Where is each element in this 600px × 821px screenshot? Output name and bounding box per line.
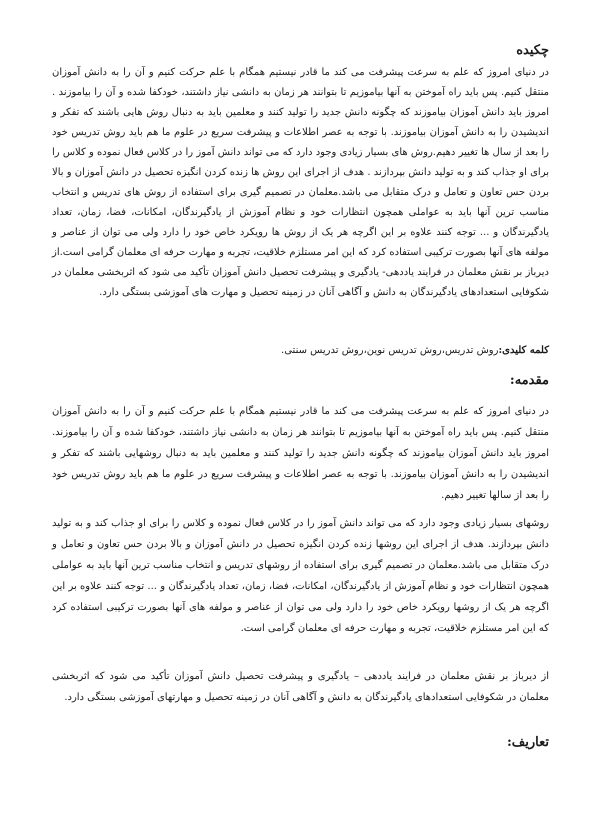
abstract-heading: چکیده bbox=[516, 43, 549, 58]
introduction-paragraph-3: از دیرباز بر نقش معلمان در فرایند یاددهی – یادگیری و پیشرفت تحصیل دانش آموزان تأکید می شود که اثربخشی معلمان در شکوفایی استعدادهای یادگیرندگان به دانش و آگاهی آنان در زمینه تحصیل و مهارتهای آموزشی بستگی دارد. bbox=[52, 671, 549, 703]
definitions-heading: تعاریف: bbox=[506, 735, 549, 750]
introduction-paragraph-2: روشهای بسیار زیادی وجود دارد که می تواند دانش آموز را در کلاس فعال نموده و کلاس را برای او جذاب کند و به تولید دانش بپردازند. هدف از اجرای این روشها زنده کردن انگیزه تحصیل در دانش آموزان و بالا بردن حس تعاون و تعامل و درک متقابل می باشد.معلمان در تصمیم گیری برای استفاده از روشهای تدریس و انتخاب مناسب ترین آنها باید به عواملی همچون انتظارات خود و نظام آموزش از یادگیرندگان، امکانات، فضا، زمان، تعداد یادگیرندگان و ... توجه کنند علاوه بر این اگرچه هر یک از روشها رویکرد خاص خود را دارد ولی می توان از عناصر و مولفه های آنها بصورت ترکیبی استفاده کرد که این امر مستلزم خلاقیت، تجربه و مهارت حرفه ای معلمان گرامی است. bbox=[52, 518, 549, 634]
introduction-heading: مقدمه: bbox=[509, 373, 549, 388]
keywords-line bbox=[52, 343, 549, 359]
abstract-paragraph: در دنیای امروز که علم به سرعت پیشرفت می کند ما قادر نیستیم همگام با علم حرکت کنیم و آن را به دانش آموزان منتقل کنیم. پس باید راه آموختن به آنها بیاموزیم تا بتوانند هر زمان به دانشی نیاز داشتند، خودکفا شده و آن را بیاموزند . امروز باید دانش آموزان بیاموزند که چگونه دانش جدید را تولید کنند و معلمین باید به دنبال روش هایی باشند که تفکر و اندیشیدن را به دانش آموزان بیاموزند. با توجه به عصر اطلاعات و پیشرفت سریع در علوم ما هم باید روش تدریس خود را بعد از سال ها تغییر دهیم.روش های بسیار زیادی وجود دارد که می تواند دانش آموز را در کلاس فعال نموده و کلاس را برای او جذاب کند و به تولید دانش بپردازند . هدف از اجرای این روش ها زنده کردن انگیزه تحصیل در دانش آموزان و بالا بردن حس تعاون و تعامل و درک متقابل می باشد.معلمان در تصمیم گیری برای استفاده از روش های تدریس و انتخاب مناسب ترین آنها باید به عواملی همچون انتظارات خود و نظام آموزش از یادگیرندگان، امکانات، فضا، زمان، تعداد یادگیرندگان و ... توجه کنند علاوه بر این اگرچه هر یک از روش ها رویکرد خاص خود را دارد ولی می توان از عناصر و مولفه های آنها بصورت ترکیبی استفاده کرد که این امر مستلزم خلاقیت، تجربه و مهارت حرفه ای معلمان گرامی است.از دیرباز بر نقش معلمان در فرایند یاددهی- یادگیری و پیشرفت تحصیل دانش آموزان تأکید می شود که اثربخشی معلمان در شکوفایی استعدادهای یادگیرندگان به دانش و آگاهی آنان در زمینه تحصیل و مهارت های آموزشی بستگی دارد. bbox=[52, 67, 549, 298]
introduction-paragraph-1: در دنیای امروز که علم به سرعت پیشرفت می کند ما قادر نیستیم همگام با علم حرکت کنیم و آن را به دانش آموزان منتقل کنیم. پس باید راه آموختن به آنها بیاموزیم تا بتوانند هر زمان به دانشی نیاز داشتند، خودکفا شده و آن را بیاموزند. امروز باید دانش آموزان بیاموزند که چگونه دانش جدید را تولید کنند و معلمین باید به دنبال روشهایی باشند که تفکر و اندیشیدن را به دانش آموزان بیاموزند. با توجه به عصر اطلاعات و پیشرفت سریع در علوم ما هم باید روش تدریس خود را بعد از سالها تغییر دهیم. bbox=[52, 406, 549, 501]
keywords-text: روش تدریس،روش تدریس نوین،روش تدریس سنتی. bbox=[281, 345, 499, 356]
keywords-label: کلمه کلیدی: bbox=[498, 345, 549, 356]
